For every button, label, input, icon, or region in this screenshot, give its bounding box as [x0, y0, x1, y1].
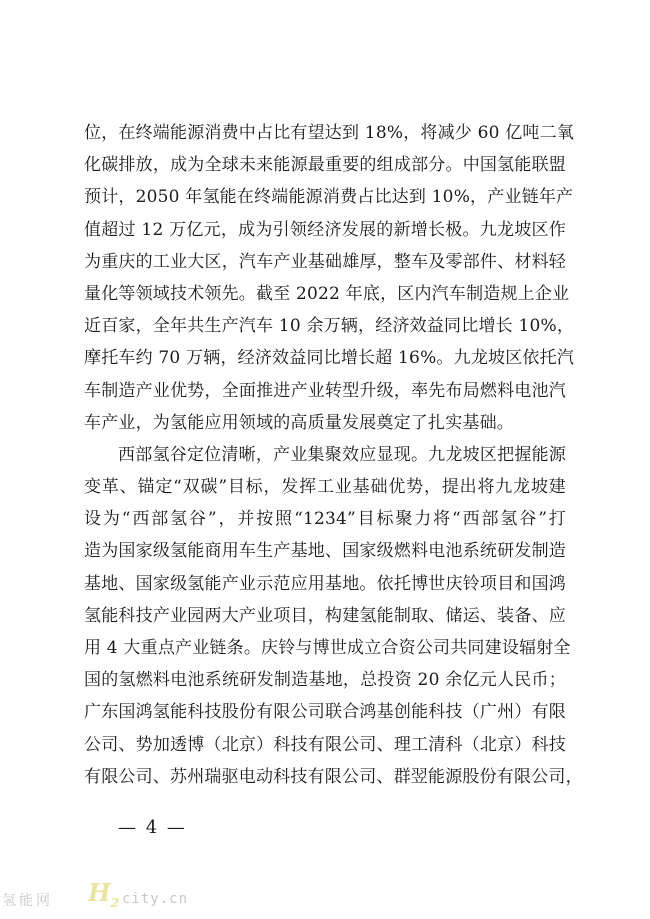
text-line: 变革、锚定“双碳”目标，发挥工业基础优势，提出将九龙坡建	[84, 477, 566, 498]
text-line: 车制造产业优势，全面推进产业转型升级，率先布局燃料电池汽	[84, 380, 566, 401]
text-line: 为重庆的工业大区，汽车产业基础雄厚，整车及零部件、材料轻	[84, 251, 566, 272]
text-line: 值超过 12 万亿元，成为引领经济发展的新增长极。九龙坡区作	[84, 219, 566, 240]
text-line: 位，在终端能源消费中占比有望达到 18%，将减少 60 亿吨二氧	[84, 123, 575, 143]
text-line: 国的氢燃料电池系统研发制造基地，总投资 20 余亿元人民币；	[84, 670, 566, 691]
text-line: 量化等领域技术领先。截至 2022 年底，区内汽车制造规上企业	[84, 283, 570, 304]
watermark-en-text: city.cn	[122, 891, 189, 907]
text-line: 公司、势加透博（北京）科技有限公司、理工清科（北京）科技	[84, 734, 566, 755]
watermark	[0, 878, 300, 916]
text-line: 氢能科技产业园两大产业项目，构建氢能制取、储运、装备、应	[84, 605, 566, 626]
text-line: 设为“西部氢谷”，并按照“1234”目标聚力将“西部氢谷”打	[84, 509, 566, 530]
text-line: 广东国鸿氢能科技股份有限公司联合鸿基创能科技（广州）有限	[84, 702, 566, 723]
text-line-paragraph-start: 西部氢谷定位清晰，产业集聚效应显现。九龙坡区把握能源	[118, 444, 566, 465]
text-line-paragraph-end: 车产业，为氢能应用领域的高质量发展奠定了扎实基础。	[84, 412, 514, 433]
watermark-logo-sub: 2	[110, 895, 120, 910]
watermark-logo-letter: H	[88, 878, 111, 907]
text-line: 预计，2050 年氢能在终端能源消费占比达到 10%，产业链年产	[84, 187, 574, 208]
page-number: — 4 —	[118, 817, 187, 838]
text-line: 用 4 大重点产业链条。庆铃与博世成立合资公司共同建设辐射全	[84, 638, 571, 658]
text-line: 基地、国家级氢能产业示范应用基地。依托博世庆铃项目和国鸿	[84, 573, 566, 594]
text-line: 化碳排放，成为全球未来能源最重要的组成部分。中国氢能联盟	[84, 155, 566, 176]
text-line: 造为国家级氢能商用车生产基地、国家级燃料电池系统研发制造	[84, 541, 566, 562]
body-text	[84, 117, 583, 793]
watermark-cn-text: 氢能网	[2, 893, 53, 909]
watermark-logo	[88, 878, 119, 910]
text-line: 近百家，全年共生产汽车 10 余万辆，经济效益同比增长 10%，	[84, 316, 575, 337]
text-line: 摩托车约 70 万辆，经济效益同比增长超 16%。九龙坡区依托汽	[84, 348, 575, 369]
text-line: 有限公司、苏州瑞驱电动科技有限公司、群翌能源股份有限公司，	[84, 766, 583, 787]
